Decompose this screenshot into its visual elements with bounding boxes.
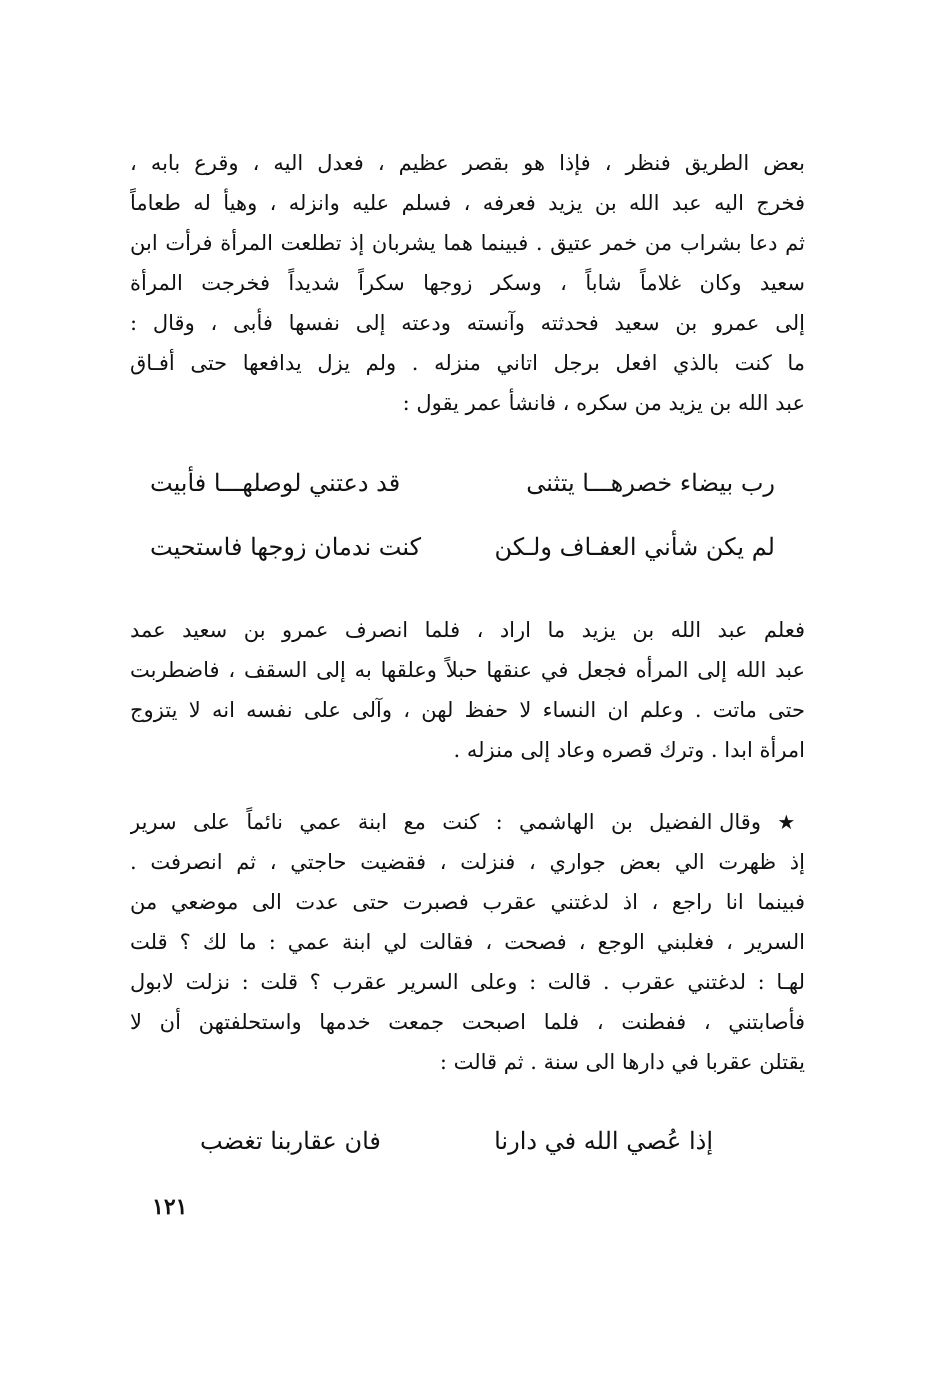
poem-verse-1 — [150, 458, 775, 508]
verse-second-hemistich: فان عقاربنا تغضب — [200, 1127, 381, 1155]
star-icon: ★ — [777, 810, 805, 834]
paragraph-fudayl-story — [130, 802, 805, 1082]
text-line: فعلم عبد الله بن يزيد ما اراد ، فلما انصرف عمرو بن سعيد عمد — [130, 618, 805, 642]
poem-verse-3 — [200, 1116, 713, 1166]
text-line: فبينما انا راجع ، اذ لدغتني عقرب فصبرت حتى عدت الى موضعي من — [130, 890, 805, 914]
text-line: فخرج اليه عبد الله بن يزيد فعرفه ، فسلم عليه وانزله ، وهيأ له طعاماً — [130, 191, 805, 215]
verse-second-hemistich: قد دعتني لوصلهـــا فأبيت — [150, 469, 401, 497]
text-line: إذ ظهرت الي بعض جواري ، فنزلت ، فقضيت حاجتي ، ثم انصرفت . — [130, 850, 805, 874]
poem-verse-2 — [150, 522, 775, 572]
text-line: امرأة ابدا . وترك قصره وعاد إلى منزله . — [453, 738, 805, 762]
paragraph-story-part2 — [130, 610, 805, 770]
verse-first-hemistich: لم يكن شأني العفـاف ولـكن — [494, 533, 775, 561]
text-line-content: وقال الفضيل بن الهاشمي : كنت مع ابنة عمي نائماً على سرير — [130, 810, 761, 834]
text-line: السرير ، فغلبني الوجع ، فصحت ، فقالت لي ابنة عمي : ما لك ؟ قلت — [130, 930, 805, 954]
text-line: بعض الطريق فنظر ، فإذا هو بقصر عظيم ، فعدل اليه ، وقرع بابه ، — [130, 151, 805, 175]
paragraph-story-part1 — [130, 143, 805, 423]
text-line: لهـا : لدغتني عقرب . قالت : وعلى السرير عقرب ؟ قلت : نزلت لابول — [130, 970, 805, 994]
page-number: ١٢١ — [152, 1194, 188, 1220]
verse-second-hemistich: كنت ندمان زوجها فاستحيت — [150, 533, 422, 561]
text-line: عبد الله إلى المرأه فجعل في عنقها حبلاً وعلقها به إلى السقف ، فاضطربت — [130, 658, 805, 682]
text-line: ثم دعا بشراب من خمر عتيق . فبينما هما يشربان إذ تطلعت المرأة فرأت ابن — [130, 231, 805, 255]
text-line: يقتلن عقربا في دارها الى سنة . ثم قالت : — [439, 1050, 805, 1074]
text-line: فأصابتني ، ففطنت ، فلما اصبحت جمعت خدمها واستحلفتهن أن لا — [130, 1010, 805, 1034]
verse-first-hemistich: رب بيضاء خصرهـــا يتثنى — [526, 469, 775, 497]
text-line — [130, 802, 805, 842]
verse-first-hemistich: إذا عُصي الله في دارنا — [494, 1127, 713, 1155]
text-line: حتى ماتت . وعلم ان النساء لا حفظ لهن ، وآلى على نفسه انه لا يتزوج — [130, 698, 805, 722]
text-line: سعيد وكان غلاماً شاباً ، وسكر زوجها سكراً شديداً فخرجت المرأة — [130, 271, 805, 295]
text-line: عبد الله بن يزيد من سكره ، فانشأ عمر يقول : — [402, 391, 805, 415]
text-line: إلى عمرو بن سعيد فحدثته وآنسته ودعته إلى نفسها فأبى ، وقال : — [130, 311, 805, 335]
text-line: ما كنت بالذي افعل برجل اتاني منزله . ولم يزل يدافعها حتى أفـاق — [130, 351, 805, 375]
